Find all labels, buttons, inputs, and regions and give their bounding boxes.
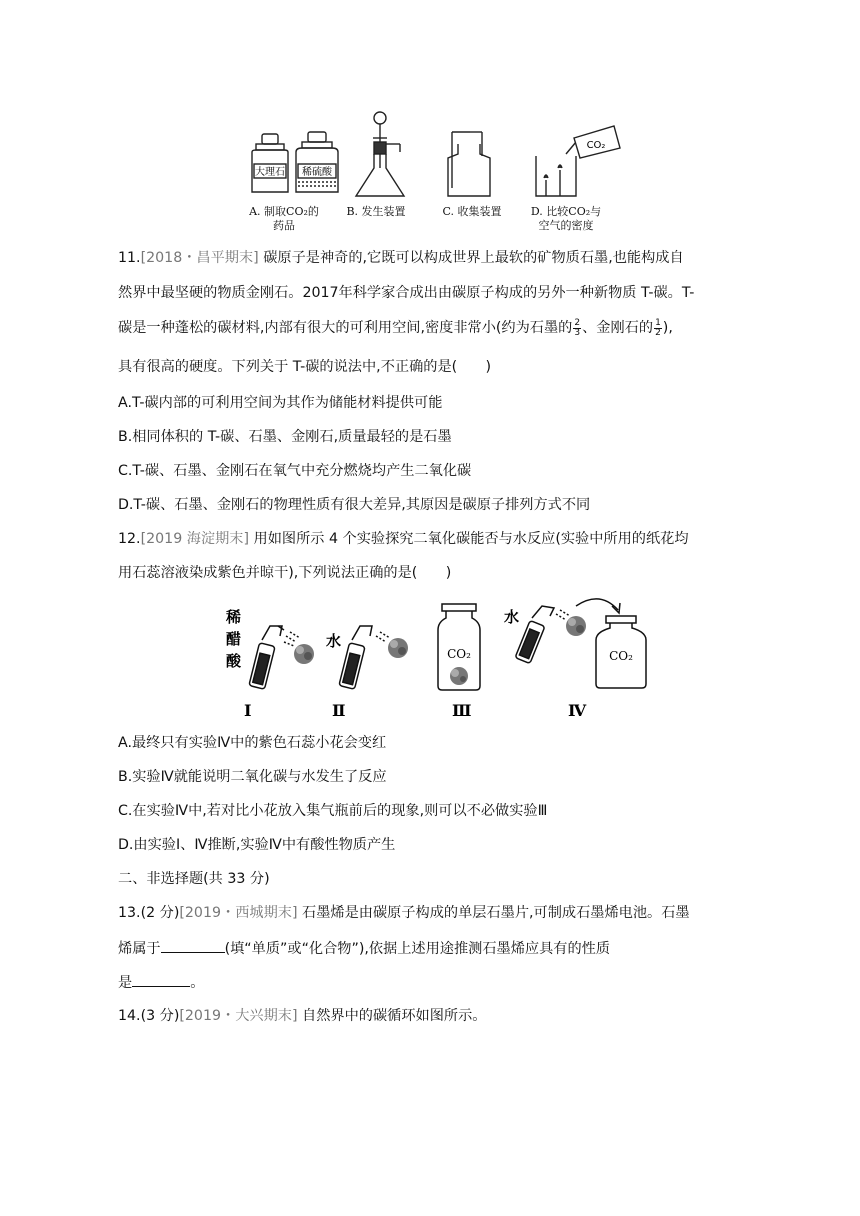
q11-line4: 具有很高的硬度。下列关于 T-碳的说法中,不正确的是( )	[118, 359, 492, 375]
q13-line2-a: 烯属于	[118, 941, 161, 957]
q11-text-1: 碳原子是神奇的,它既可以构成世界上最软的矿物质石墨,也能构成自	[263, 250, 684, 266]
answer-blank-1[interactable]	[161, 938, 225, 953]
marble-label: 大理石	[255, 167, 285, 178]
caption-a	[238, 205, 330, 233]
flower-3	[450, 667, 468, 685]
q11-line3	[118, 318, 673, 338]
fraction-two-thirds	[573, 319, 581, 338]
q13-score: (2 分)	[140, 905, 180, 921]
acid-char-1: 稀	[226, 608, 242, 626]
q12-number: 12.	[118, 531, 141, 547]
sprayer-2	[339, 626, 390, 689]
flower-2	[388, 638, 408, 658]
q14-line1	[118, 1006, 486, 1026]
q13-line2	[118, 938, 610, 959]
frac2-den: 2	[655, 327, 661, 338]
section-heading: 二、非选择题(共 33 分)	[118, 871, 270, 887]
q12-option-d: D.由实验Ⅰ、Ⅳ推断,实验Ⅳ中有酸性物质产生	[118, 837, 396, 853]
flower-1	[294, 644, 314, 664]
frac1-den: 3	[574, 327, 581, 338]
q12-line2: 用石蕊溶液染成紫色并晾干),下列说法正确的是( )	[118, 565, 452, 581]
q13-line2-b: (填“单质”或“化合物”),依据上述用途推测石墨烯应具有的性质	[224, 941, 611, 957]
q11-line1	[118, 248, 684, 268]
q14-text: 自然界中的碳循环如图所示。	[302, 1008, 487, 1024]
arrow-icon	[576, 599, 618, 610]
q11-line2: 然界中最坚硬的物质金刚石。2017年科学家合成出由碳原子构成的另外一种新物质 T-碳。T-	[118, 285, 695, 301]
caption-c-line1: C. 收集装置	[442, 205, 502, 218]
acid-bottle	[296, 132, 338, 192]
caption-a-line1: A. 制取CO₂的	[249, 205, 319, 218]
flower-4	[566, 616, 586, 636]
q13-line3	[118, 972, 204, 993]
q13-source: [2019・西城期末]	[179, 905, 298, 921]
roman-2: Ⅱ	[332, 701, 346, 720]
sprayer-4	[515, 606, 570, 664]
sprayer-1	[249, 626, 300, 689]
frac2-num: 1	[655, 317, 661, 328]
experiment-figure	[220, 596, 650, 722]
water-label-2: 水	[326, 632, 342, 650]
q14-source: [2019・大兴期末]	[179, 1008, 298, 1024]
q11-option-c: C.T-碳、石墨、金刚石在氧气中充分燃烧均产生二氧化碳	[118, 463, 472, 479]
caption-b-line1: B. 发生装置	[346, 205, 406, 218]
q11-line3-b: 、金刚石的	[582, 320, 654, 336]
acid-char-2: 醋	[226, 630, 242, 648]
acid-char-3: 酸	[226, 652, 242, 670]
q11-line3-a: 碳是一种蓬松的碳材料,内部有很大的可利用空间,密度非常小(约为石墨的	[118, 320, 573, 336]
water-label-4: 水	[504, 608, 520, 626]
q12-option-b: B.实验Ⅳ就能说明二氧化碳与水发生了反应	[118, 769, 387, 785]
q11-line3-c: ),	[662, 320, 673, 336]
roman-1: Ⅰ	[244, 701, 252, 720]
acid-label: 稀硫酸	[302, 167, 332, 178]
experiment-drawing	[220, 596, 650, 722]
generator-flask	[356, 112, 404, 196]
q12-source: [2019 海淀期末]	[140, 531, 250, 547]
co2-box-label: CO₂	[586, 140, 606, 151]
density-beaker	[536, 126, 620, 196]
frac1-num: 2	[574, 317, 581, 328]
caption-d-line2: 空气的密度	[538, 219, 594, 232]
marble-bottle	[252, 134, 288, 192]
q12-text-1: 用如图所示 4 个实验探究二氧化碳能否与水反应(实验中所用的纸花均	[253, 531, 689, 547]
q13-text-1: 石墨烯是由碳原子构成的单层石墨片,可制成石墨烯电池。石墨	[302, 905, 690, 921]
co2-label-3: CO₂	[447, 647, 471, 661]
q11-source: [2018・昌平期末]	[140, 250, 259, 266]
q12-line1	[118, 529, 689, 549]
q14-number: 14.	[118, 1008, 141, 1024]
caption-a-line2: 药品	[273, 219, 295, 232]
caption-b	[334, 205, 418, 219]
q13-number: 13.	[118, 905, 141, 921]
co2-label-4: CO₂	[609, 649, 633, 663]
q13-line1	[118, 903, 690, 923]
q11-option-d: D.T-碳、石墨、金刚石的物理性质有很大差异,其原因是碳原子排列方式不同	[118, 497, 591, 513]
fraction-one-half	[654, 319, 662, 338]
q13-line3-a: 是	[118, 975, 133, 991]
caption-c	[430, 205, 514, 219]
roman-3: Ⅲ	[452, 701, 472, 720]
q14-score: (3 分)	[140, 1008, 180, 1024]
roman-4: Ⅳ	[568, 701, 587, 720]
q12-option-a: A.最终只有实验Ⅳ中的紫色石蕊小花会变红	[118, 735, 387, 751]
caption-d-line1: D. 比较CO₂与	[530, 205, 602, 218]
q11-option-a: A.T-碳内部的可利用空间为其作为储能材料提供可能	[118, 395, 443, 411]
answer-blank-2[interactable]	[132, 972, 190, 987]
q13-line3-b: 。	[190, 975, 205, 991]
q11-number: 11.	[118, 250, 141, 266]
q11-option-b: B.相同体积的 T-碳、石墨、金刚石,质量最轻的是石墨	[118, 429, 452, 445]
collection-bottle	[448, 132, 490, 196]
caption-d	[516, 205, 616, 233]
q12-option-c: C.在实验Ⅳ中,若对比小花放入集气瓶前后的现象,则可以不必做实验Ⅲ	[118, 803, 548, 819]
